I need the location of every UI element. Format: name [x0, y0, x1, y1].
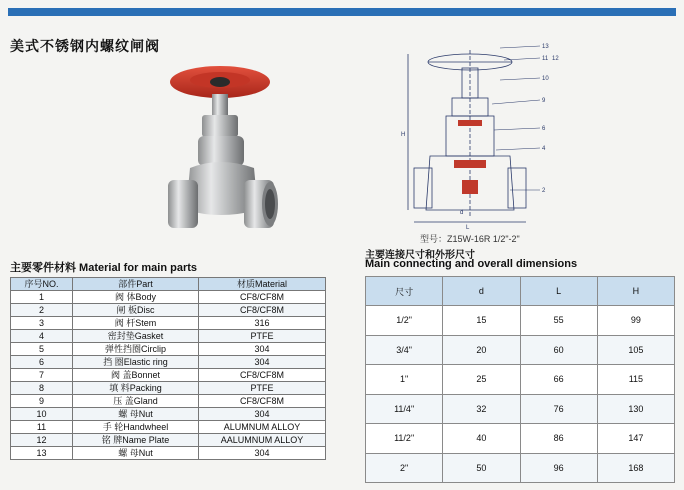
- table-cell: 1": [366, 365, 443, 395]
- dimensions-heading-en: Main connecting and overall dimensions: [365, 258, 578, 270]
- callout-6: 6: [542, 126, 546, 132]
- table-cell: AALUMNUM ALLOY: [199, 434, 326, 447]
- materials-table: [10, 277, 326, 460]
- callout-2: 2: [542, 188, 546, 194]
- table-row: [366, 365, 675, 395]
- col-header-material: 材质Material: [199, 278, 326, 291]
- table-row: [366, 424, 675, 454]
- table-cell: CF8/CF8M: [199, 291, 326, 304]
- table-cell: 55: [520, 306, 597, 336]
- col-header-size: 尺寸: [366, 277, 443, 306]
- table-cell: 11/4": [366, 394, 443, 424]
- table-row: [11, 356, 326, 369]
- col-header-l: L: [520, 277, 597, 306]
- table-cell: 86: [520, 424, 597, 454]
- dim-d: d: [460, 210, 464, 216]
- table-cell: 6: [11, 356, 73, 369]
- table-cell: 阀 盖Bonnet: [73, 369, 199, 382]
- table-cell: 2: [11, 304, 73, 317]
- table-row: [366, 453, 675, 483]
- table-row: [11, 408, 326, 421]
- top-accent-bar: [8, 8, 676, 16]
- dim-h: H: [401, 132, 406, 138]
- table-cell: 12: [11, 434, 73, 447]
- dim-l: L: [466, 225, 470, 230]
- table-cell: 60: [520, 335, 597, 365]
- table-row: [11, 304, 326, 317]
- table-cell: 11/2": [366, 424, 443, 454]
- table-cell: 铭 牌Name Plate: [73, 434, 199, 447]
- table-cell: 9: [11, 395, 73, 408]
- table-cell: 105: [597, 335, 674, 365]
- dimensions-table-body: [366, 306, 675, 483]
- table-cell: 8: [11, 382, 73, 395]
- table-cell: 5: [11, 343, 73, 356]
- table-cell: 手 轮Handwheel: [73, 421, 199, 434]
- table-cell: 96: [520, 453, 597, 483]
- table-row: [11, 291, 326, 304]
- table-cell: 填 料Packing: [73, 382, 199, 395]
- table-cell: 66: [520, 365, 597, 395]
- table-cell: CF8/CF8M: [199, 395, 326, 408]
- table-cell: 10: [11, 408, 73, 421]
- materials-table-body: [11, 291, 326, 460]
- table-cell: 15: [443, 306, 520, 336]
- table-cell: 99: [597, 306, 674, 336]
- table-cell: 20: [443, 335, 520, 365]
- table-cell: 11: [11, 421, 73, 434]
- table-row: [366, 335, 675, 365]
- table-cell: 挡 圈Elastic ring: [73, 356, 199, 369]
- table-row: [11, 369, 326, 382]
- table-cell: PTFE: [199, 382, 326, 395]
- table-cell: 1/2": [366, 306, 443, 336]
- table-row: [11, 317, 326, 330]
- table-cell: 50: [443, 453, 520, 483]
- table-cell: 13: [11, 447, 73, 460]
- table-cell: 76: [520, 394, 597, 424]
- table-cell: 2": [366, 453, 443, 483]
- callout-4: 4: [542, 146, 546, 152]
- table-cell: 螺 母Nut: [73, 447, 199, 460]
- table-row: [11, 434, 326, 447]
- table-header-row: [11, 278, 326, 291]
- table-row: [366, 394, 675, 424]
- table-cell: 4: [11, 330, 73, 343]
- table-cell: 压 盖Gland: [73, 395, 199, 408]
- col-header-no: 序号NO.: [11, 278, 73, 291]
- callout-11: 11: [542, 56, 549, 62]
- table-cell: 304: [199, 408, 326, 421]
- table-cell: 3/4": [366, 335, 443, 365]
- table-cell: 32: [443, 394, 520, 424]
- table-cell: 130: [597, 394, 674, 424]
- table-cell: 阀 杆Stem: [73, 317, 199, 330]
- table-cell: 147: [597, 424, 674, 454]
- table-cell: 7: [11, 369, 73, 382]
- col-header-h: H: [597, 277, 674, 306]
- table-header-row: [366, 277, 675, 306]
- table-cell: 115: [597, 365, 674, 395]
- table-cell: 密封垫Gasket: [73, 330, 199, 343]
- table-row: [11, 447, 326, 460]
- dimensions-heading-cn: 主要连接尺寸和外形尺寸: [365, 250, 475, 261]
- table-cell: CF8/CF8M: [199, 369, 326, 382]
- table-cell: CF8/CF8M: [199, 304, 326, 317]
- table-cell: 3: [11, 317, 73, 330]
- table-cell: PTFE: [199, 330, 326, 343]
- valve-technical-drawing: [400, 40, 570, 230]
- table-cell: 304: [199, 343, 326, 356]
- col-header-part: 部件Part: [73, 278, 199, 291]
- table-cell: 阀 体Body: [73, 291, 199, 304]
- materials-heading: 主要零件材料 Material for main parts: [10, 262, 198, 274]
- table-cell: 316: [199, 317, 326, 330]
- callout-9: 9: [542, 98, 546, 104]
- table-row: [11, 421, 326, 434]
- model-number: 型号：Z15W-16R 1/2"-2": [420, 234, 520, 244]
- table-cell: ALUMNUM ALLOY: [199, 421, 326, 434]
- table-row: [11, 330, 326, 343]
- table-cell: 弹性挡圈Circlip: [73, 343, 199, 356]
- table-cell: 168: [597, 453, 674, 483]
- table-cell: 25: [443, 365, 520, 395]
- table-row: [11, 343, 326, 356]
- table-cell: 304: [199, 447, 326, 460]
- page-title: 美式不锈钢内螺纹闸阀: [10, 38, 160, 54]
- table-row: [366, 306, 675, 336]
- table-cell: 1: [11, 291, 73, 304]
- table-cell: 螺 母Nut: [73, 408, 199, 421]
- table-cell: 304: [199, 356, 326, 369]
- valve-photo: [150, 60, 300, 260]
- callout-10: 10: [542, 76, 549, 82]
- table-cell: 闸 板Disc: [73, 304, 199, 317]
- dimensions-table: [365, 276, 675, 483]
- callout-13: 13: [542, 44, 549, 50]
- callout-12: 12: [552, 56, 559, 62]
- col-header-d: d: [443, 277, 520, 306]
- table-row: [11, 395, 326, 408]
- table-row: [11, 382, 326, 395]
- table-cell: 40: [443, 424, 520, 454]
